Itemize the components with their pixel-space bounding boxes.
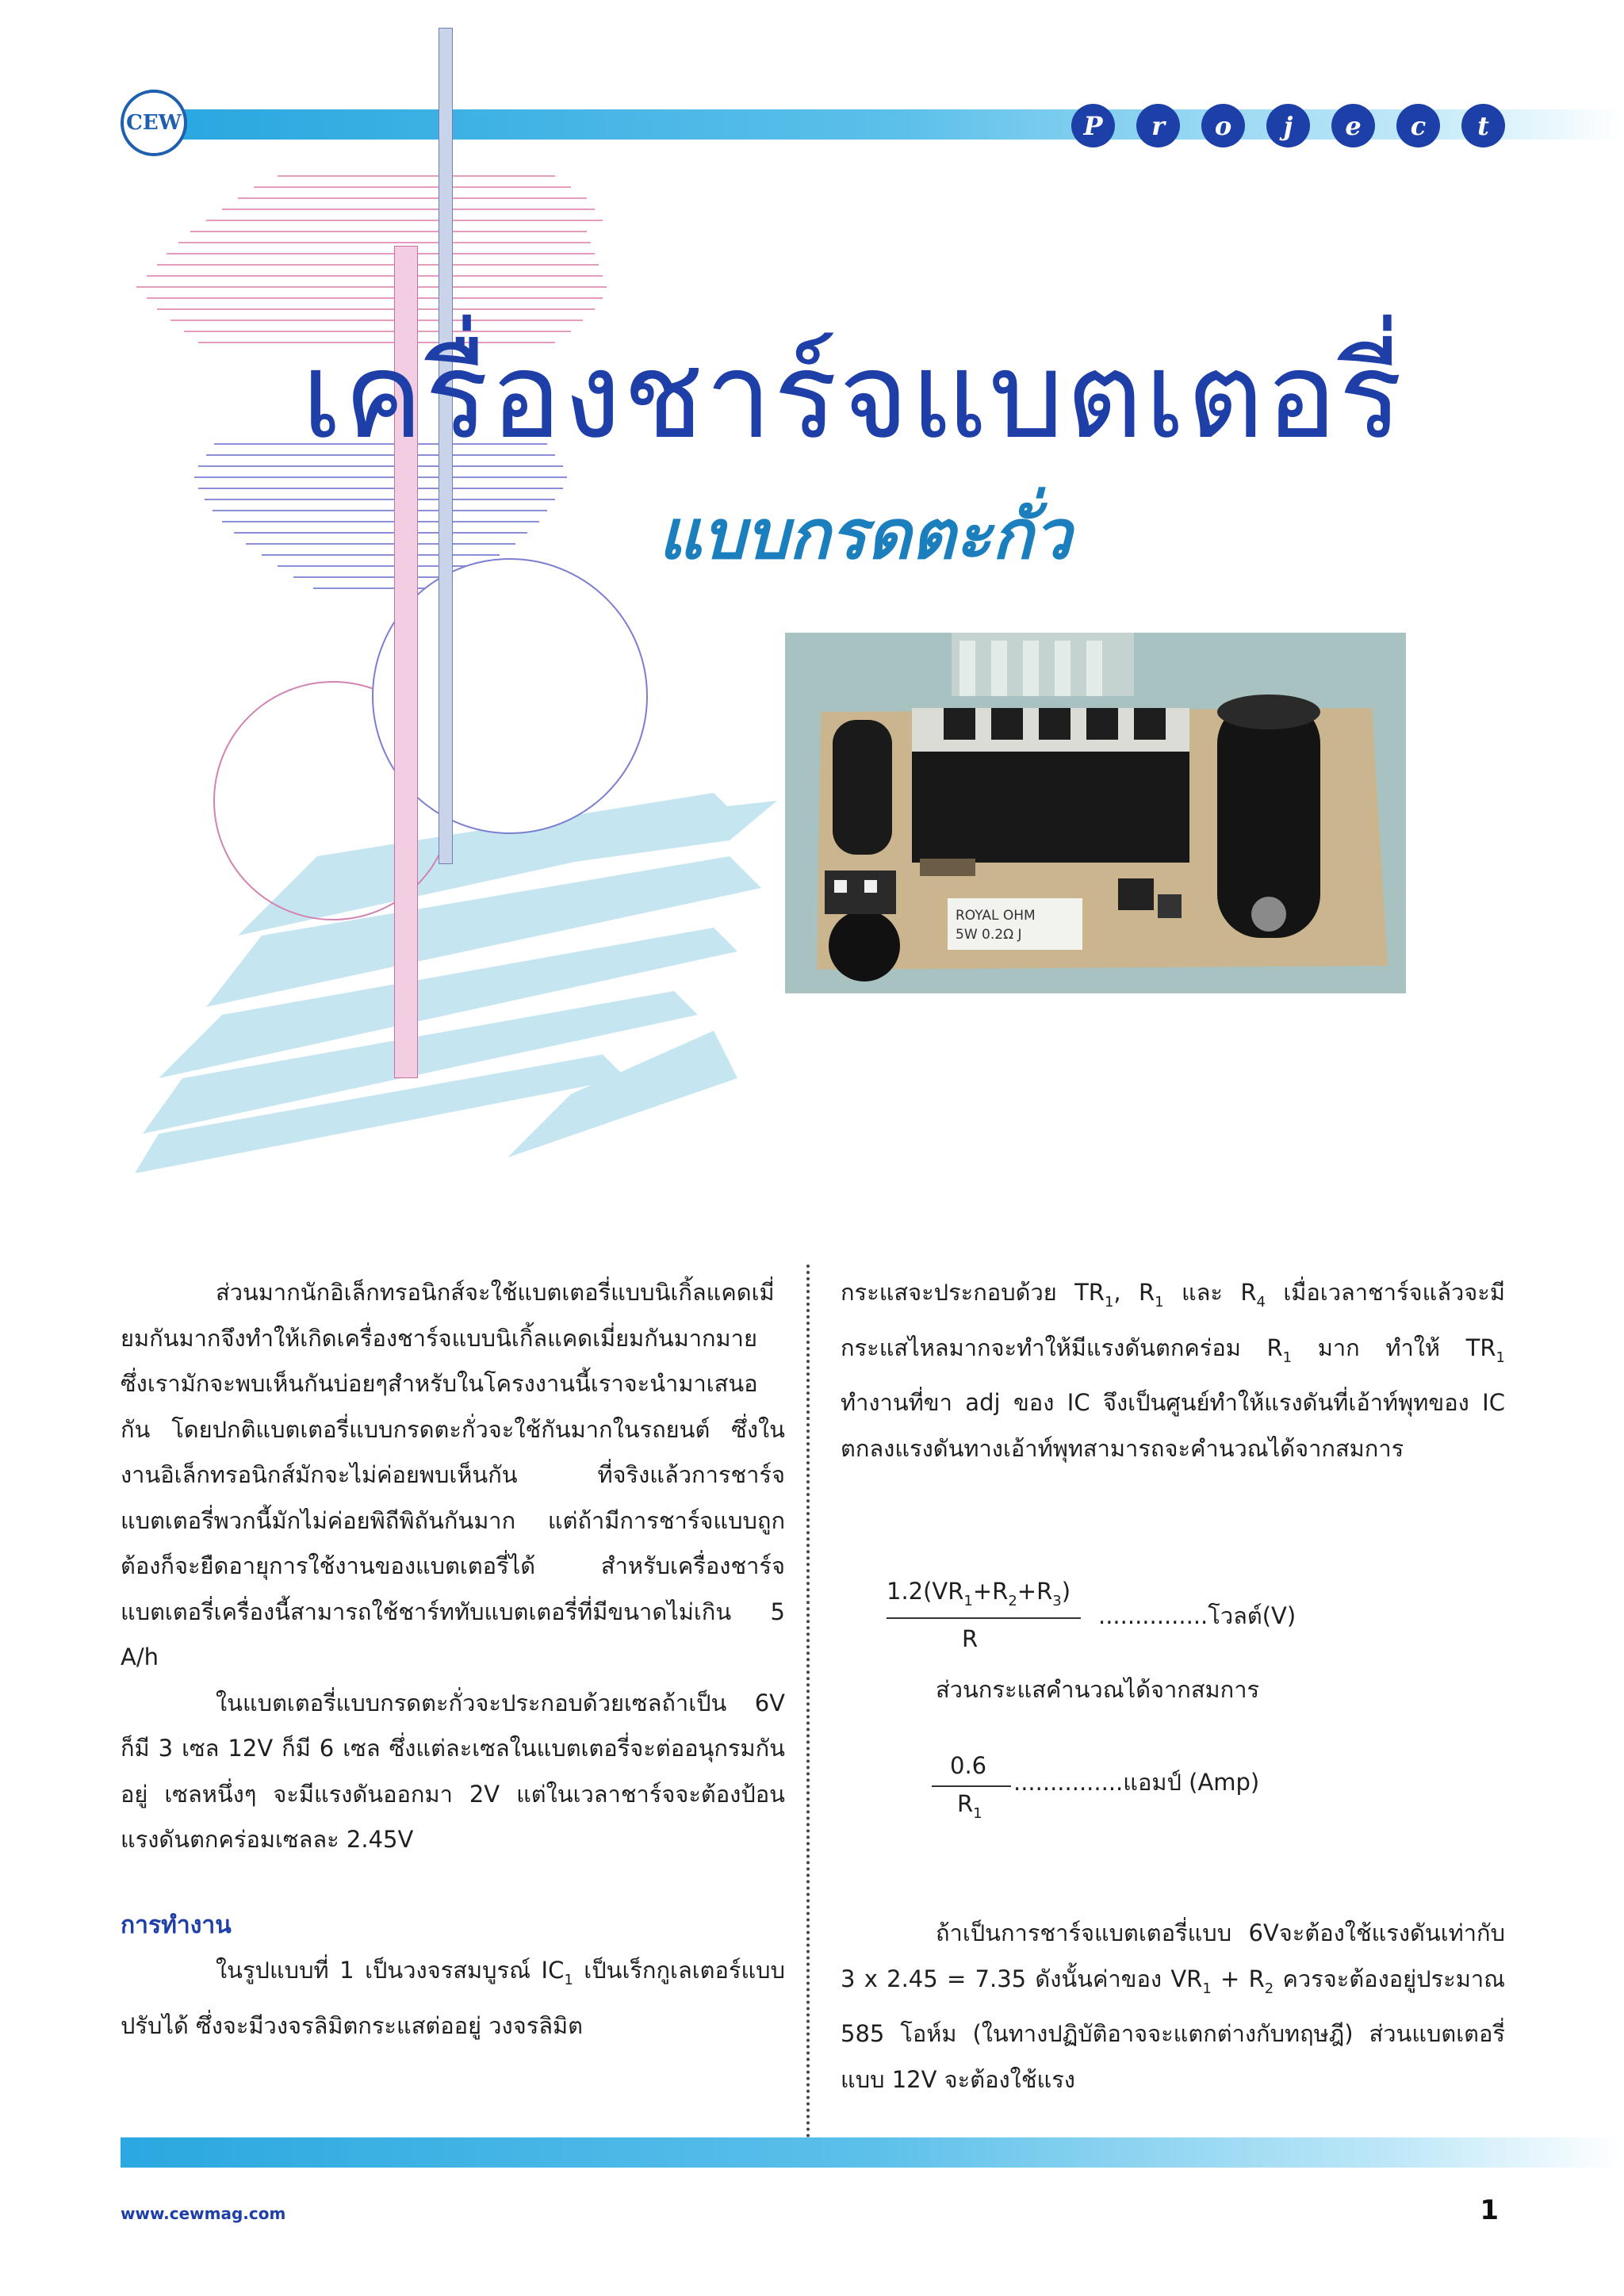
page-subtitle: แบบกรดตะกั่ว bbox=[658, 496, 1072, 575]
voltage-formula-denominator: R bbox=[962, 1625, 979, 1652]
subscript: 2 bbox=[1264, 1980, 1274, 1997]
subscript: 1 bbox=[1496, 1349, 1505, 1366]
pink-stripes bbox=[136, 176, 607, 342]
section-heading: การทำงาน bbox=[121, 1911, 232, 1939]
current-formula-intro: ส่วนกระแสคำนวณได้จากสมการ bbox=[936, 1676, 1260, 1703]
subscript: 1 bbox=[963, 1593, 973, 1609]
text-span: +R bbox=[972, 1578, 1009, 1605]
current-formula-numerator: 0.6 bbox=[950, 1752, 987, 1779]
right-column bbox=[841, 1270, 1505, 1471]
subscript: 4 bbox=[1256, 1294, 1266, 1311]
footer-url-link[interactable]: www.cewmag.com bbox=[121, 2204, 286, 2223]
paragraph-operation bbox=[121, 1948, 785, 2049]
subscript: 1 bbox=[973, 1805, 982, 1822]
resistor-label-1: ROYAL OHM bbox=[956, 908, 1036, 924]
text-span: ทำงานที่ขา adj ของ IC จึงเป็นศูนย์ทำให้แรงดันที่เอ้าท์พุทของ IC ตกลงแรงดันทางเอ้าท์พุทสามารถจะคำนวณได้จากสมการ bbox=[841, 1389, 1505, 1462]
project-letter: r bbox=[1136, 104, 1180, 147]
subscript: 1 bbox=[564, 1972, 573, 1988]
voltage-formula-unit: ...............โวลต์(V) bbox=[1098, 1602, 1297, 1629]
text-span: , R bbox=[1113, 1279, 1155, 1306]
paragraph-current-limit bbox=[841, 1270, 1505, 1471]
text-span: ในรูปแบบที่ 1 เป็นวงจรสมบูรณ์ IC bbox=[216, 1957, 565, 1984]
text-span: + R bbox=[1211, 1965, 1265, 1992]
subscript: 1 bbox=[1104, 1294, 1114, 1311]
footer-bar bbox=[121, 2137, 1624, 2168]
left-column bbox=[121, 1270, 785, 2049]
project-letter: o bbox=[1201, 104, 1245, 147]
paragraph-cells: ในแบตเตอรี่แบบกรดตะกั่วจะประกอบด้วยเซลถ้าเป็น 6V ก็มี 3 เซล 12V ก็มี 6 เซล ซึ่งแต่ละเซลในแบตเตอรี่จะต่ออนุกรมกันอยู่ เซลหนึ่งๆ จะมีแรงดันออกมา 2V แต่ในเวลาชาร์จจะต้องป้อนแรงดันตกคร่อมเซลละ 2.45V bbox=[121, 1689, 785, 1853]
subscript: 1 bbox=[1155, 1294, 1164, 1311]
subscript: 2 bbox=[1008, 1593, 1017, 1609]
subscript: 1 bbox=[1282, 1349, 1293, 1366]
cyan-brush-strokes bbox=[135, 793, 777, 1173]
project-letter: e bbox=[1331, 104, 1375, 147]
text-span: เมื่อเวลาชาร์จแล้วจะมีกระแสไหลมากจะทำให้มีแรงดันตกคร่อม R bbox=[841, 1279, 1505, 1361]
circuit-photo bbox=[785, 633, 1406, 993]
subscript: 3 bbox=[1052, 1593, 1062, 1609]
text-span: ) bbox=[1061, 1578, 1071, 1605]
text-span: +R bbox=[1017, 1578, 1053, 1605]
subscript: 1 bbox=[1202, 1980, 1212, 1997]
text-span: 1.2(VR bbox=[887, 1578, 964, 1605]
right-column-lower bbox=[841, 1911, 1505, 2103]
current-formula-denominator bbox=[957, 1790, 982, 1822]
page-title: เครื่องชาร์จแบตเตอรี่ bbox=[301, 327, 1404, 465]
circuit-board-illustration bbox=[785, 633, 1406, 993]
column-divider bbox=[806, 1265, 810, 2145]
text-span: R bbox=[957, 1790, 974, 1817]
text-span: กระแสจะประกอบด้วย TR bbox=[841, 1279, 1105, 1306]
text-span: และ R bbox=[1163, 1279, 1257, 1306]
fraction-line bbox=[887, 1617, 1081, 1619]
logo-text: CEW bbox=[126, 111, 182, 135]
project-letter: c bbox=[1396, 104, 1440, 147]
page-number: 1 bbox=[1480, 2195, 1499, 2226]
fraction-line bbox=[932, 1785, 1011, 1787]
text-span: เป็นเร็กกูเลเตอร์แบบปรับได้ ซึ่งจะมีวงจรลิมิตกระแสต่ออยู่ วงจรลิมิต bbox=[121, 1957, 785, 2039]
voltage-formula-numerator bbox=[887, 1578, 1071, 1609]
resistor-label-2: 5W 0.2Ω J bbox=[956, 927, 1022, 943]
paragraph-charging-6v bbox=[841, 1911, 1505, 2103]
text-span: มาก ทำให้ TR bbox=[1292, 1334, 1496, 1361]
project-letter: P bbox=[1071, 104, 1115, 147]
current-formula-unit: ...............แอมป์ (Amp) bbox=[1013, 1769, 1260, 1796]
text-span: ถ้าเป็นการชาร์จแบตเตอรี่แบบ 6Vจะต้องใช้แรงดันเท่ากับ 3 x 2.45 = 7.35 ดังนั้นค่าของ VR bbox=[841, 1919, 1505, 1992]
text-span: ควรจะต้องอยู่ประมาณ 585 โอห์ม (ในทางปฏิบัติอาจจะแตกต่างกับทฤษฎี) ส่วนแบตเตอรี่แบบ 12V จะต้องใช้แรง bbox=[841, 1965, 1506, 2093]
paragraph-intro: ส่วนมากนักอิเล็กทรอนิกส์จะใช้แบตเตอรี่แบบนิเกิ้ลแคดเมี่ยมกันมากจึงทำให้เกิดเครื่องชาร์จแบบนิเกิ้ลแคดเมี่ยมกันมากมาย ซึ่งเรามักจะพบเห็นกันบ่อยๆสำหรับในโครงงานนี้เราจะนำมาเสนอกัน โดยปกติแบตเตอรี่แบบกรดตะกั่วจะใช้กันมากในรถยนต์ ซึ่งในงานอิเล็กทรอนิกส์มักจะไม่ค่อยพบเห็นกัน ที่จริงแล้วการชาร์จแบตเตอรี่พวกนี้มักไม่ค่อยพิถีพิถันกันมาก แต่ถ้ามีการชาร์จแบบถูกต้องก็จะยืดอายุการใช้งานของแบตเตอรี่ได้ สำหรับเครื่องชาร์จแบตเตอรี่เครื่องนี้สามารถใช้ชาร์ททับแบตเตอรี่ที่มีขนาดไม่เกิน 5 A/h bbox=[121, 1279, 785, 1670]
project-letter: t bbox=[1461, 104, 1505, 147]
project-letter: j bbox=[1266, 104, 1310, 147]
